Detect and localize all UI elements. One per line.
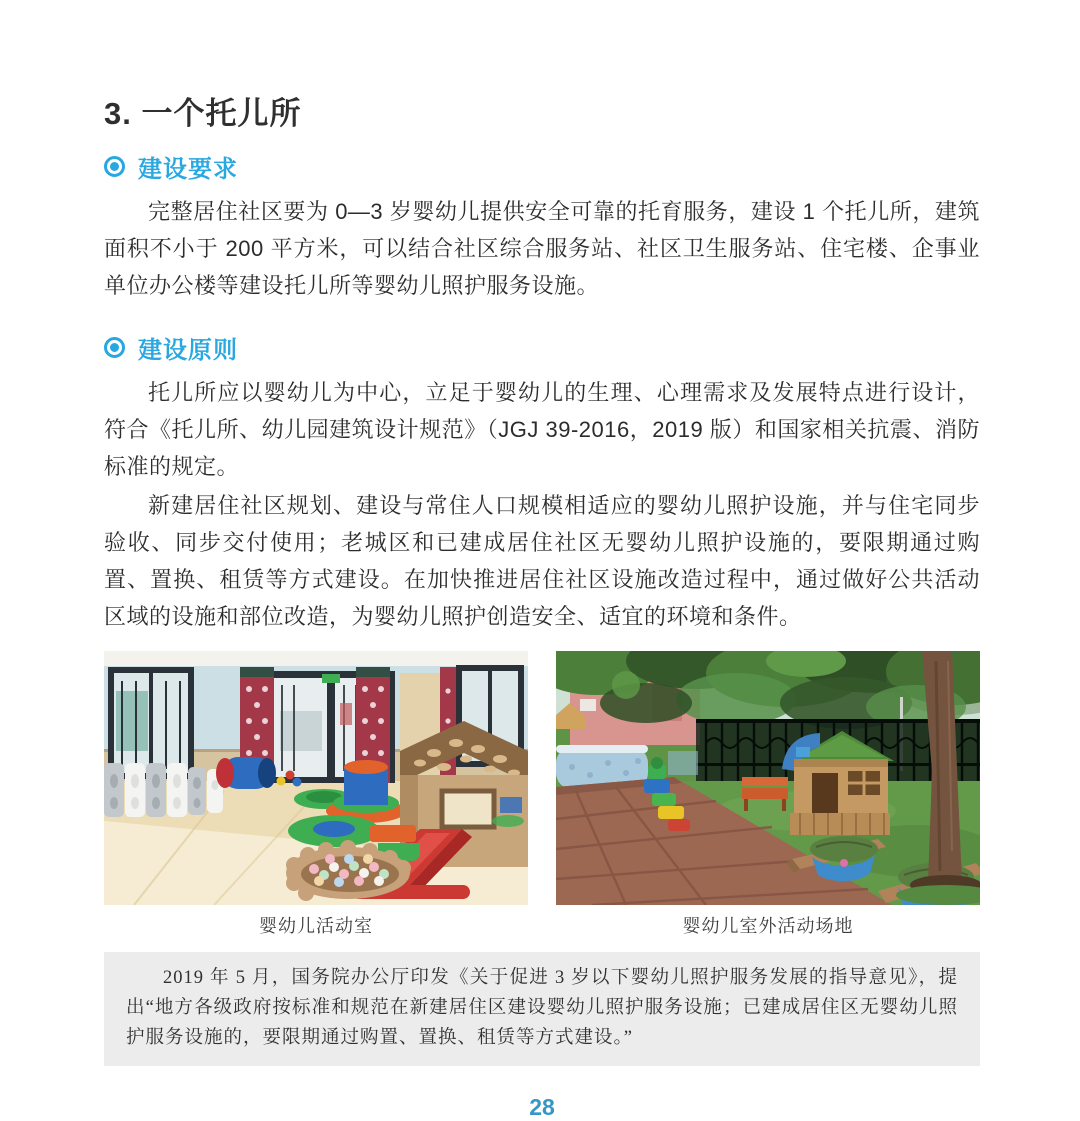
figure-indoor — [104, 651, 528, 938]
page-number: 28 — [529, 1094, 555, 1120]
paragraph-principles-2: 新建居住社区规划、建设与常住人口规模相适应的婴幼儿照护设施，并与住宅同步验收、同步交付使用；老城区和已建成居住社区无婴幼儿照护设施的，要限期通过购置、置换、租赁等方式建设。在加快推进居住社区设施改造过程中，通过做好公共活动区域的设施和部位改造，为婴幼儿照护创造安全、适宜的环境和条件。 — [104, 493, 980, 629]
section-heading-label: 建设要求 — [138, 156, 238, 183]
page-title: 3. 一个托儿所 — [104, 96, 302, 131]
figure-row — [104, 651, 980, 938]
paragraph-requirements: 完整居住社区要为 0—3 岁婴幼儿提供安全可靠的托育服务，建设 1 个托儿所，建筑面积不小于 200 平方米，可以结合社区综合服务站、社区卫生服务站、住宅楼、企事业单位办公楼等建设托儿所等婴幼儿照护服务设施。 — [104, 199, 980, 298]
paragraph-principles-1: 托儿所应以婴幼儿为中心，立足于婴幼儿的生理、心理需求及发展特点进行设计，符合《托儿所、幼儿园建筑设计规范》（JGJ 39-2016，2019 版）和国家相关抗震、消防标准的规定。 — [104, 380, 980, 479]
indoor-playroom-photo — [104, 651, 528, 905]
section-heading-label: 建设原则 — [138, 337, 238, 364]
policy-note-box: 2019 年 5 月，国务院办公厅印发《关于促进 3 岁以下婴幼儿照护服务发展的指导意见》，提出“地方各级政府按标准和规范在新建居住区建设婴幼儿照护服务设施；已建成居住区无婴幼儿照护服务设施的，要限期通过购置、置换、租赁等方式建设。” — [104, 952, 980, 1066]
section-bullet-icon — [104, 156, 125, 177]
figure-caption-outdoor: 婴幼儿室外活动场地 — [682, 916, 854, 936]
figure-outdoor — [556, 651, 980, 938]
section-bullet-icon — [104, 337, 125, 358]
figure-caption-indoor: 婴幼儿活动室 — [259, 916, 373, 936]
outdoor-playground-photo — [556, 651, 980, 905]
section-header-principles — [104, 330, 980, 365]
section-header-requirements — [104, 149, 980, 184]
